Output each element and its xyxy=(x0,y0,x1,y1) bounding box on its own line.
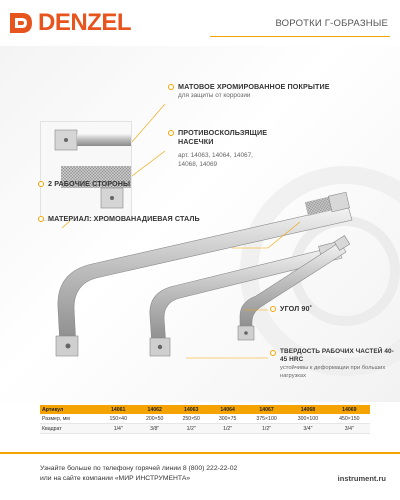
product-photo xyxy=(0,46,400,402)
table-cell: 1/2" xyxy=(173,424,209,434)
table-row xyxy=(40,424,370,434)
spec-table xyxy=(40,405,370,434)
table-cell: 1/2" xyxy=(209,424,245,434)
table-cell: Квадрат xyxy=(40,424,100,434)
table-header-cell: 14063 xyxy=(173,405,209,414)
articles-line1: арт. 14063, 14064, 14067, xyxy=(178,152,253,159)
brand-logo xyxy=(8,10,131,36)
callout-anti-slip xyxy=(168,128,392,170)
callout-hardness xyxy=(270,348,398,380)
table-header-cell: 14062 xyxy=(136,405,172,414)
table-cell: 375×100 xyxy=(246,414,287,424)
callout-matte-chrome xyxy=(168,82,392,100)
detail-inset xyxy=(40,121,132,221)
table-header-cell: 14061 xyxy=(100,405,136,414)
table-cell: 200×50 xyxy=(136,414,172,424)
callout-two-sides xyxy=(38,179,188,188)
callout-bullet-icon xyxy=(38,181,44,187)
table-cell: 300×100 xyxy=(287,414,328,424)
table-cell: 150×40 xyxy=(100,414,136,424)
footer-line2: или на сайте компании «МИР ИНСТРУМЕНТА» xyxy=(40,475,191,483)
brand-name: DENZEL xyxy=(38,9,131,36)
footer-contact xyxy=(40,464,237,484)
brand-logo-icon xyxy=(8,10,34,36)
callout-title: МАТОВОЕ ХРОМИРОВАННОЕ ПОКРЫТИЕ xyxy=(178,82,330,91)
callout-title: ТВЕРДОСТЬ РАБОЧИХ ЧАСТЕЙ 40-45 HRC xyxy=(280,348,394,363)
header xyxy=(0,0,400,46)
footer-line1: Узнайте больше по телефону горячей линии 8 (800) 222-22-02 xyxy=(40,465,238,472)
callout-bullet-icon xyxy=(270,306,276,312)
footer xyxy=(0,452,400,500)
callout-bullet-icon xyxy=(38,216,44,222)
table-cell: 450×150 xyxy=(329,414,370,424)
detail-inset-image xyxy=(41,122,132,221)
table-row xyxy=(40,414,370,424)
table-header-cell: 14067 xyxy=(246,405,287,414)
table-header-cell: Артикул xyxy=(40,405,100,414)
callout-subtitle: для защиты от коррозии xyxy=(178,92,251,99)
table-header-cell: 14069 xyxy=(329,405,370,414)
articles-line2: 14068, 14069 xyxy=(178,161,218,169)
table-cell: 1/2" xyxy=(246,424,287,434)
callout-material xyxy=(38,214,258,223)
callout-angle xyxy=(270,304,390,313)
callout-subtitle: устойчивы к деформации при больших нагрузках xyxy=(280,365,386,379)
callout-title-line1: ПРОТИВОСКОЛЬЗЯЩИЕ xyxy=(178,128,268,137)
table-cell: Размер, мм xyxy=(40,414,100,424)
footer-rule xyxy=(0,452,400,454)
callout-bullet-icon xyxy=(168,84,174,90)
footer-url-link[interactable]: instrument.ru xyxy=(337,474,386,483)
table-header-cell: 14068 xyxy=(287,405,328,414)
table-cell: 3/4" xyxy=(329,424,370,434)
callout-title: МАТЕРИАЛ: ХРОМОВАНАДИЕВАЯ СТАЛЬ xyxy=(48,214,200,223)
table-cell: 250×50 xyxy=(173,414,209,424)
wrench-small xyxy=(238,236,350,340)
callout-bullet-icon xyxy=(270,350,276,356)
callout-bullet-icon xyxy=(168,130,174,136)
callout-title-line2: НАСЕЧКИ xyxy=(178,137,214,146)
table-cell: 3/8" xyxy=(136,424,172,434)
table-cell: 1/4" xyxy=(100,424,136,434)
table-cell: 300×75 xyxy=(209,414,245,424)
callout-title: 2 РАБОЧИЕ СТОРОНЫ xyxy=(48,179,131,188)
heading-rule xyxy=(210,36,390,37)
callout-title: УГОЛ 90˚ xyxy=(280,304,313,313)
table-header-cell: 14064 xyxy=(209,405,245,414)
page-title: ВОРОТКИ Г-ОБРАЗНЫЕ xyxy=(275,18,388,29)
table-cell: 3/4" xyxy=(287,424,328,434)
table-header-row xyxy=(40,405,370,414)
